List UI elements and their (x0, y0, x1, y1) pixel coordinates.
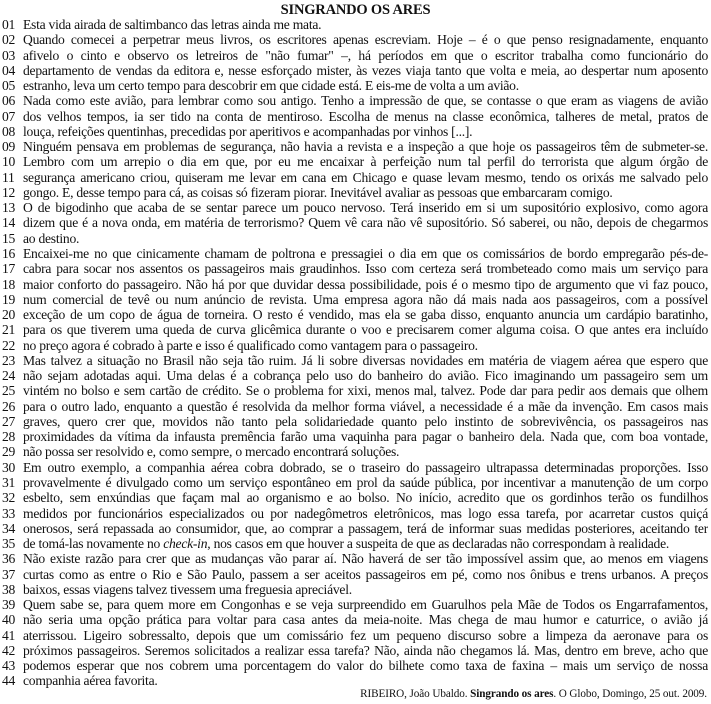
line-text: Em outro exemplo, a companhia aérea cobra dobrado, se o traseiro do passageiro ultrapassa determinadas proporções. Isso (23, 459, 708, 475)
text-line (2, 139, 708, 154)
line-text: graves, quero crer que, movidos não tanto pela solidariedade quanto pelo instinto de sobrevivência, os passageiros nas (23, 413, 708, 429)
text-line (2, 399, 708, 414)
line-text: baixos, essas viagens talvez tivessem uma freguesia apreciável. (23, 581, 352, 597)
article-title: SINGRANDO OS ARES (280, 2, 431, 18)
text-line (2, 215, 708, 230)
text-line (2, 536, 708, 551)
line-number: 06 (2, 93, 15, 109)
text-line (2, 246, 708, 261)
line-text: vintém no bolso e sem cartão de crédito. Se o problema for xixi, menos mal, talvez. Pode dar para pedir aos demais que olhem (23, 383, 708, 399)
line-number: 16 (2, 245, 15, 261)
text-line (2, 597, 708, 612)
line-number: 26 (2, 398, 15, 414)
line-number: 02 (2, 32, 15, 48)
line-text: Esta vida airada de saltimbanco das letras ainda me mata. (23, 17, 322, 32)
line-number: 10 (2, 154, 15, 170)
line-number: 13 (2, 200, 15, 216)
line-text: dizem que é a nova onda, em matéria de terrorismo? Quem vê cara não vê supositório. Só saberei, ou não, depois de chegarmos (23, 215, 708, 231)
text-line (2, 444, 708, 459)
text-line (2, 475, 708, 490)
line-text: aterrissou. Ligeiro sobressalto, depois que um comissário fez um pequeno discurso sobre a limpeza da aeronave para os (23, 627, 708, 643)
text-line (2, 109, 708, 124)
line-text: onerosos, será repassada ao consumidor, que, ao comprar a passagem, terá de informar suas medidas posteriores, aceitando ter (23, 520, 708, 536)
line-number: 15 (2, 230, 15, 246)
line-number: 28 (2, 429, 15, 445)
line-text: curtas como as entre o Rio e São Paulo, passem a ser aceitos passageiros em pé, como nos ônibus e trens urbanos. A preços (23, 566, 708, 582)
line-number: 37 (2, 566, 15, 582)
italic-term: check-in (163, 536, 208, 552)
text-line (2, 78, 708, 93)
line-number: 08 (2, 123, 15, 139)
line-text (23, 536, 708, 551)
line-number: 43 (2, 658, 15, 674)
line-text: Quando comecei a perpetrar meus livros, os escritores apenas escreviam. Hoje – é o que penso resignadamente, enquanto (23, 32, 708, 48)
line-text: O de bigodinho que acaba de se sentar parece um pouco nervoso. Terá inserido em si um supositório explosivo, como agora (23, 200, 708, 216)
line-text-segment: , nos casos em que houver a suspeita de que as declaradas não correspondam à realidade. (207, 536, 670, 552)
line-number: 01 (2, 17, 15, 32)
text-line (2, 383, 708, 398)
line-text: Nada como este avião, para lembrar como sou antigo. Tenho a impressão de que, se contasse o que eram as viagens de avião (23, 93, 708, 109)
text-line (2, 612, 708, 627)
line-number: 32 (2, 490, 15, 506)
text-line (2, 307, 708, 322)
line-number: 29 (2, 444, 15, 460)
line-text: exceção de um copo de água de torneira. O resto é vendido, mas ela se gaba disso, enquanto anuncia um cardápio baratinho, (23, 307, 708, 323)
line-text: maior conforto do passageiro. Não há por que duvidar dessa possibilidade, pois é o mesmo tipo de argumento que vi faz pouco, (23, 276, 708, 292)
line-text: para o outro lado, enquanto a questão é resolvida da melhor forma viável, a necessidade é a mãe da invenção. Em casos mais (23, 398, 708, 414)
text-line (2, 32, 708, 47)
line-text: não seria uma opção prática para voltar para casa antes da meia-noite. Mas chega de mau humor e caturrice, o avião já (23, 612, 708, 628)
text-line (2, 185, 708, 200)
text-line (2, 551, 708, 566)
line-text: próximos passageiros. Seremos solicitados a realizar essa tarefa? Não, ainda não chegamos lá. Mas, dentro em breve, acho que (23, 642, 708, 658)
line-number: 36 (2, 551, 15, 567)
line-text: dos velhos tempos, ia ser tido na conta de mentiroso. Escolha de menus na classe econômica, talheres de metal, pratos de (23, 108, 708, 124)
text-line (2, 48, 708, 63)
line-number: 31 (2, 474, 15, 490)
line-number: 24 (2, 368, 15, 384)
line-number: 34 (2, 520, 15, 536)
line-text: medidos por funcionários especializados ou por nadegômetros eletrônicos, mas logo essa tarefa, por acarretar custos quiçá (23, 505, 708, 521)
line-number: 30 (2, 459, 15, 475)
text-line (2, 414, 708, 429)
text-line (2, 261, 708, 276)
text-line (2, 338, 708, 353)
text-line (2, 93, 708, 108)
text-line (2, 63, 708, 78)
text-line (2, 628, 708, 643)
line-number: 33 (2, 505, 15, 521)
line-number: 18 (2, 276, 15, 292)
text-line (2, 643, 708, 658)
line-text: esbelto, sem enxúndias que façam mal ao organismo e ao bolso. No início, acredito que os gordinhos terão os fundilhos (23, 490, 708, 506)
text-line (2, 292, 708, 307)
line-text: não possa ser resolvido e, como sempre, o mercado encontrará soluções. (23, 444, 400, 460)
text-line (2, 17, 708, 32)
line-text: proximidades da vítima da infausta premência farão uma vaquinha para pagar o banheiro dela. Nada que, com boa vontade, (23, 429, 708, 445)
text-line (2, 582, 708, 597)
text-line (2, 521, 708, 536)
line-text: Encaixei-me no que cinicamente chamam de poltrona e pressagiei o dia em que os comissários de bordo empregarão pés-de- (23, 245, 708, 261)
line-number: 23 (2, 352, 15, 368)
line-number: 35 (2, 536, 15, 552)
citation-source: . O Globo, Domingo, 25 out. 2009. (553, 688, 707, 700)
line-text: Mas talvez a situação no Brasil não seja tão ruim. Já li sobre diversas novidades em matéria de viagem aérea que espero que (23, 352, 708, 368)
line-text: para os que tiverem uma queda de curva glicêmica durante o voo e precisarem comer alguma coisa. O que antes era incluído (23, 322, 708, 338)
line-number: 25 (2, 383, 15, 399)
text-line (2, 322, 708, 337)
line-number: 11 (2, 169, 15, 185)
text-line (2, 154, 708, 169)
line-text: Lembro com um arrepio o dia em que, por eu me encaixar à perfeição num tal perfil do terrorista que algum órgão de (23, 154, 708, 170)
line-number: 39 (2, 597, 15, 613)
line-number: 07 (2, 108, 15, 124)
text-line (2, 460, 708, 475)
text-line (2, 567, 708, 582)
line-number: 40 (2, 612, 15, 628)
line-text: cabra para socar nos assentos os passageiros mais graudinhos. Isso com certeza será trombeteado como mais um serviço para (23, 261, 708, 277)
line-text: afivelo o cinto e observo os letreiros de "não fumar" –, há períodos em que o escritor trabalha como funcionário do (23, 47, 708, 63)
line-number: 27 (2, 413, 15, 429)
line-number: 22 (2, 337, 15, 353)
line-text: provavelmente é divulgado como um serviço espontâneo em prol da saúde pública, por incentivar a manutenção de um corpo (23, 474, 708, 490)
line-text: podemos esperar que nos cobrem uma porcentagem do valor do bilhete como taxa de faxina – mais um serviço de nossa (23, 658, 708, 674)
line-number: 09 (2, 139, 15, 155)
line-text: louça, refeições quentinhas, precedidas por aperitivos e acompanhadas por vinhos [...]. (23, 123, 473, 139)
text-line (2, 673, 708, 688)
line-text: não sejam adotadas aqui. Uma delas é a cobrança pelo uso do banheiro do avião. Fico imaginando um passageiro sem um (23, 368, 708, 384)
citation (360, 688, 707, 701)
line-number: 41 (2, 627, 15, 643)
line-text: segurança americano criou, quiseram me levar em cana em Chicago e quase levam mesmo, tendo os orixás me salvado pelo (23, 169, 708, 185)
text-line (2, 200, 708, 215)
line-text-segment: de tomá-las novamente no (23, 536, 164, 552)
line-text: Quem sabe se, para quem more em Congonhas e se veja surpreendido em Guarulhos pela Mãe de Todos os Engarrafamentos, (23, 597, 708, 613)
line-text: gongo. E, desse tempo para cá, as coisas só fizeram piorar. Inevitável avaliar as pessoas que embarcaram comigo. (23, 184, 613, 200)
line-number: 20 (2, 307, 15, 323)
line-text: no preço agora é cobrado à parte e isso é qualificado como vantagem para o passageiro. (23, 337, 478, 353)
line-number: 14 (2, 215, 15, 231)
line-number: 05 (2, 78, 15, 94)
citation-author: RIBEIRO, João Ubaldo. (360, 688, 471, 700)
text-line (2, 277, 708, 292)
text-line (2, 124, 708, 139)
citation-title: Singrando os ares (470, 688, 554, 700)
line-text: departamento de vendas da editora e, nesse esforçado mister, às vezes viaja tanto que volta e meia, ao despertar num aposento (23, 62, 708, 78)
line-number: 19 (2, 291, 15, 307)
text-line (2, 506, 708, 521)
line-number: 42 (2, 642, 15, 658)
line-text: estranho, leva um certo tempo para descobrir em que cidade está. E eis-me de volta a um avião. (23, 78, 519, 94)
line-number: 21 (2, 322, 15, 338)
line-number: 38 (2, 581, 15, 597)
line-number: 17 (2, 261, 15, 277)
text-line (2, 368, 708, 383)
text-line (2, 429, 708, 444)
text-line (2, 231, 708, 246)
article-body (2, 17, 708, 689)
line-number: 04 (2, 62, 15, 78)
line-text: Ninguém pensava em problemas de segurança, não havia a revista e a inspeção a que hoje os passageiros têm de submeter-se. (23, 139, 708, 155)
text-line (2, 658, 708, 673)
line-number: 12 (2, 184, 15, 200)
text-line (2, 490, 708, 505)
text-line (2, 353, 708, 368)
line-number: 03 (2, 47, 15, 63)
line-text: num comercial de tevê ou num anúncio de revista. Uma empresa agora não dá mais nada aos passageiros, com a possível (23, 291, 708, 307)
text-line (2, 170, 708, 185)
line-number: 44 (2, 673, 15, 689)
line-text: Não existe razão para crer que as mudanças vão parar aí. Não haverá de ser tão impossível assim que, ao menos em viagens (23, 551, 708, 567)
line-text: ao destino. (23, 230, 80, 246)
line-text: companhia aérea favorita. (23, 673, 158, 689)
